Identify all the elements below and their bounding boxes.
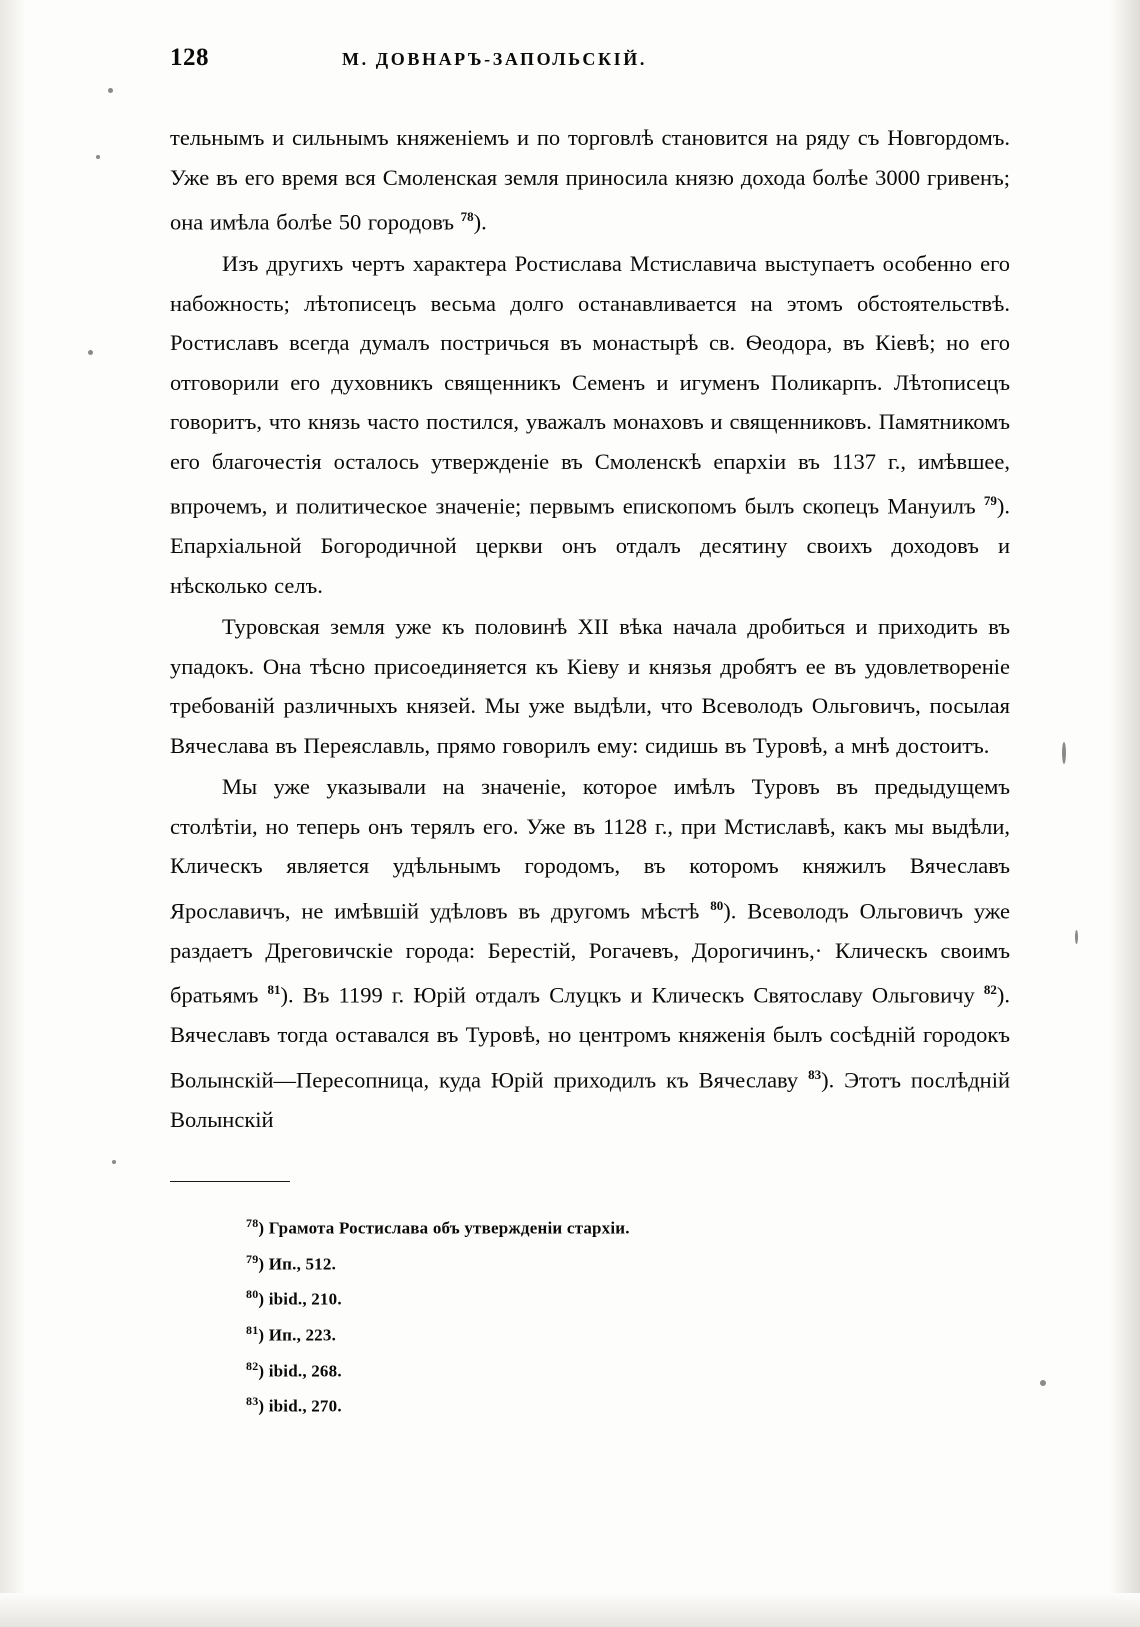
scan-speck — [108, 88, 113, 93]
footnote-item — [246, 1208, 1010, 1244]
paragraph-3 — [170, 607, 1010, 765]
page-header — [170, 44, 1010, 72]
footnote-ref-81[interactable]: 81 — [267, 982, 281, 997]
scan-speck — [88, 350, 93, 355]
page-number: 128 — [170, 44, 209, 71]
footnote-text: ) ibid., 270. — [258, 1396, 342, 1416]
scan-speck — [1040, 1380, 1046, 1386]
paragraph-1-tail: ). — [473, 209, 487, 235]
footnote-number: 81 — [246, 1322, 259, 1337]
footnote-ref-78[interactable]: 78 — [460, 209, 474, 224]
footnote-ref-79[interactable]: 79 — [983, 493, 997, 508]
footnote-number: 82 — [246, 1358, 259, 1373]
page-content — [170, 44, 1010, 1422]
paragraph-1 — [170, 118, 1010, 242]
scan-speck — [1062, 742, 1066, 764]
footnote-ref-82[interactable]: 82 — [983, 982, 997, 997]
paragraph-2-tail: ). Епархіальной Богородичной церкви онъ отдалъ десятину своихъ доходовъ и нѣсколько селъ. — [170, 493, 1010, 598]
footnote-item — [246, 1279, 1010, 1315]
paragraph-2 — [170, 244, 1010, 605]
paragraph-4-text-4: ). Этотъ послѣдній Волынскій — [170, 1067, 1010, 1132]
footnote-text: ) ibid., 268. — [258, 1361, 342, 1381]
paragraph-4-text: Мы уже указывали на значеніе, которое имѣлъ Туровъ въ предыдущемъ столѣтіи, но теперь онъ терялъ его. Уже въ 1128 г., при Мстиславѣ, какъ мы выдѣли, Клическъ является удѣльнымъ городомъ, въ которомъ княжилъ Вячеславъ Ярославичъ, не имѣвшій удѣловъ въ другомъ мѣстѣ — [170, 774, 1010, 923]
footnote-number: 80 — [246, 1287, 259, 1302]
footnote-item — [246, 1386, 1010, 1422]
footnote-number: 79 — [246, 1251, 259, 1266]
footnote-number: 78 — [246, 1216, 259, 1230]
footnote-text: ) Грамота Ростислава объ утвержденіи стархіи. — [258, 1218, 630, 1238]
scan-speck — [1075, 930, 1078, 944]
paragraph-3-text: Туровская земля уже къ половинѣ XII вѣка начала дробиться и приходить въ упадокъ. Она тѣсно присоединяется къ Кіеву и князья дробятъ ее въ удовлетвореніе требованій различныхъ князей. Мы уже выдѣли, что Всеволодъ Ольговичъ, посылая Вячеслава въ Переяславль, прямо говорилъ ему: сидишь въ Туровѣ, а мнѣ достоитъ. — [170, 614, 1010, 758]
paragraph-1-text: тельнымъ и сильнымъ княженіемъ и по торговлѣ становится на ряду съ Новгордомъ. Уже въ его время вся Смоленская земля приносила князю дохода болѣе 3000 гривенъ; она имѣла болѣе 50 городовъ — [170, 125, 1010, 235]
footnote-list — [170, 1208, 1010, 1422]
paragraph-2-text: Изъ другихъ чертъ характера Ростислава Мстиславича выступаетъ особенно его набожность; лѣтописецъ весьма долго останавливается на этомъ обстоятельствѣ. Ростиславъ всегда думалъ постричься въ монастырѣ св. Ѳеодора, въ Кіевѣ; но его отговорили его духовникъ священникъ Семенъ и игуменъ Поликарпъ. Лѣтописецъ говоритъ, что князь часто постился, уважалъ монаховъ и священниковъ. Памятникомъ его благочестія осталось утвержденіе въ Смоленскѣ епархіи въ 1137 г., имѣвшее, впрочемъ, и политическое значеніе; первымъ епископомъ былъ скопецъ Мануилъ — [170, 251, 1010, 519]
paragraph-4-text-3: ). Вячеславъ тогда оставался въ Туровѣ, но центромъ княженія былъ сосѣдній городокъ Волынскій—Пересопница, куда Юрій приходилъ къ Вячеславу — [170, 982, 1010, 1092]
page-edge-shadow-bottom — [0, 1593, 1140, 1627]
footnote-ref-83[interactable]: 83 — [808, 1066, 822, 1082]
footnote-item — [246, 1315, 1010, 1351]
page-edge-shadow-right — [1110, 0, 1140, 1627]
footnote-separator — [170, 1181, 290, 1182]
paragraph-4-tail: ). Всеволодъ Ольговичъ уже раздаетъ Дреговичскіе города: Берестій, Рогачевъ, Дорогичинъ,· Клическъ своимъ братьямъ — [170, 898, 1011, 1008]
page-edge-shadow-left — [0, 0, 26, 1627]
footnote-item — [246, 1244, 1010, 1280]
paragraph-4-text-2: ). Въ 1199 г. Юрій отдалъ Слуцкъ и Клическъ Святославу Ольговичу — [280, 982, 984, 1008]
footnote-text: ) Ип., 223. — [258, 1325, 337, 1345]
running-head: М. ДОВНАРЪ-ЗАПОЛЬСКІЙ. — [342, 49, 647, 69]
footnote-text: ) ibid., 210. — [258, 1289, 342, 1309]
footnote-ref-80[interactable]: 80 — [710, 897, 724, 913]
scan-speck — [112, 1160, 116, 1164]
scan-speck — [96, 155, 100, 159]
footnote-text: ) Ип., 512. — [258, 1254, 337, 1274]
footnote-item — [246, 1351, 1010, 1387]
footnote-number: 83 — [246, 1394, 259, 1409]
paragraph-4 — [170, 767, 1010, 1139]
